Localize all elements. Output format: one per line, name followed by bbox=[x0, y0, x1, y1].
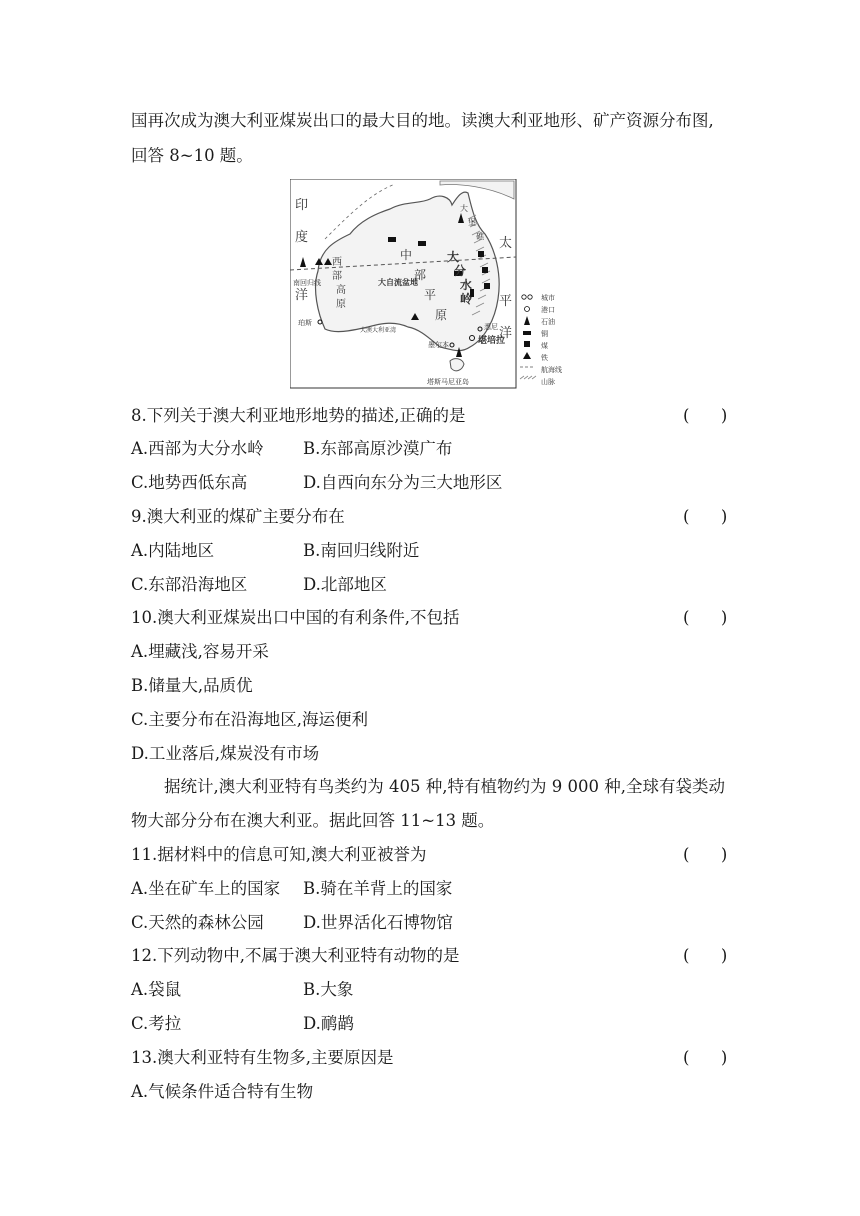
india-ocean-char-2: 度 bbox=[295, 230, 309, 245]
pacific-char-2: 平 bbox=[499, 294, 513, 309]
q10-option-d[interactable]: D.工业落后,煤炭没有市场 bbox=[131, 744, 320, 763]
intro-line-1: 国再次成为澳大利亚煤炭出口的最大目的地。读澳大利亚地形、矿产资源分布图, bbox=[131, 111, 714, 130]
q10-stem: 10.澳大利亚煤炭出口中国的有利条件,不包括 bbox=[131, 608, 460, 627]
q11-answer-blank[interactable]: ( ) bbox=[683, 845, 728, 864]
india-ocean-char-1: 印 bbox=[295, 198, 309, 213]
q8-stem: 8.下列关于澳大利亚地形地势的描述,正确的是 bbox=[131, 406, 466, 425]
passage-line-1: 据统计,澳大利亚特有鸟类约为 405 种,特有植物约为 9 000 种,全球有袋类动 bbox=[164, 777, 725, 796]
sydney-label: 悉尼 bbox=[484, 323, 498, 331]
q13-option-a[interactable]: A.气候条件适合特有生物 bbox=[131, 1082, 314, 1101]
q9-answer-blank[interactable]: ( ) bbox=[683, 507, 728, 526]
barrier-reef-char-3: 礁 bbox=[476, 232, 484, 241]
central-plain-char-3: 平 bbox=[424, 288, 437, 302]
q10-option-b[interactable]: B.储量大,品质优 bbox=[131, 676, 253, 695]
q10-option-c[interactable]: C.主要分布在沿海地区,海运便利 bbox=[131, 710, 369, 729]
pacific-char-3: 洋 bbox=[499, 326, 513, 341]
q9-stem: 9.澳大利亚的煤矿主要分布在 bbox=[131, 507, 345, 526]
dividing-range-char-3: 水 bbox=[460, 278, 473, 292]
legend-iron: 铁 bbox=[541, 354, 548, 362]
q12-option-b[interactable]: B.大象 bbox=[303, 980, 354, 999]
bight-label: 大澳大利亚湾 bbox=[360, 327, 397, 334]
q8-option-c[interactable]: C.地势西低东高 bbox=[131, 473, 248, 492]
legend-city: 城市 bbox=[541, 294, 555, 302]
q11-option-d[interactable]: D.世界活化石博物馆 bbox=[303, 913, 453, 932]
q8-option-b[interactable]: B.东部高原沙漠广布 bbox=[303, 439, 453, 458]
canberra-label: 堪培拉 bbox=[478, 336, 506, 346]
legend-copper: 铜 bbox=[541, 330, 548, 338]
west-plateau-char-4: 原 bbox=[336, 299, 346, 310]
q13-answer-blank[interactable]: ( ) bbox=[683, 1048, 728, 1067]
q9-option-c[interactable]: C.东部沿海地区 bbox=[131, 575, 248, 594]
q8-option-a[interactable]: A.西部为大分水岭 bbox=[131, 439, 264, 458]
barrier-reef-char-2: 堡 bbox=[468, 218, 476, 227]
dividing-range-char-2: 分 bbox=[454, 264, 467, 278]
map-legend bbox=[520, 293, 562, 386]
q11-option-c[interactable]: C.天然的森林公园 bbox=[131, 913, 264, 932]
q8-answer-blank[interactable]: ( ) bbox=[683, 406, 728, 425]
passage-line-2: 物大部分分布在澳大利亚。据此回答 11~13 题。 bbox=[131, 811, 495, 830]
q9-option-b[interactable]: B.南回归线附近 bbox=[303, 541, 420, 560]
legend-oil: 石油 bbox=[541, 318, 555, 326]
tropic-label: 南回归线 bbox=[293, 279, 321, 287]
barrier-reef-char-1: 大 bbox=[460, 204, 468, 213]
australia-map-figure bbox=[290, 179, 580, 389]
legend-coal: 煤 bbox=[541, 342, 548, 350]
q12-answer-blank[interactable]: ( ) bbox=[683, 946, 728, 965]
melbourne-label: 墨尔本 bbox=[428, 341, 449, 349]
q9-option-a[interactable]: A.内陆地区 bbox=[131, 541, 215, 560]
q12-stem: 12.下列动物中,不属于澳大利亚特有动物的是 bbox=[131, 946, 460, 965]
q8-option-d[interactable]: D.自西向东分为三大地形区 bbox=[303, 473, 503, 492]
dividing-range-char-1: 大 bbox=[447, 250, 460, 264]
q12-option-c[interactable]: C.考拉 bbox=[131, 1014, 182, 1033]
pacific-char-1: 太 bbox=[499, 236, 513, 251]
central-plain-char-1: 中 bbox=[400, 248, 413, 262]
perth-label: 珀斯 bbox=[298, 319, 312, 327]
central-plain-char-4: 原 bbox=[435, 308, 448, 322]
q10-option-a[interactable]: A.埋藏浅,容易开采 bbox=[131, 642, 269, 661]
q11-option-b[interactable]: B.骑在羊背上的国家 bbox=[303, 879, 453, 898]
basin-label: 大自流盆地 bbox=[378, 278, 418, 287]
west-plateau-char-1: 西 bbox=[332, 257, 342, 268]
india-ocean-char-3: 洋 bbox=[295, 288, 309, 303]
q13-stem: 13.澳大利亚特有生物多,主要原因是 bbox=[131, 1048, 394, 1067]
legend-port: 港口 bbox=[541, 306, 555, 314]
west-plateau-char-3: 高 bbox=[336, 285, 346, 296]
q12-option-a[interactable]: A.袋鼠 bbox=[131, 980, 182, 999]
tasmania-label: 塔斯马尼亚岛 bbox=[427, 378, 469, 386]
q12-option-d[interactable]: D.鸸鹋 bbox=[303, 1014, 354, 1033]
q11-stem: 11.据材料中的信息可知,澳大利亚被誉为 bbox=[131, 845, 427, 864]
central-plain-char-2: 部 bbox=[414, 268, 427, 282]
q10-answer-blank[interactable]: ( ) bbox=[683, 608, 728, 627]
q9-option-d[interactable]: D.北部地区 bbox=[303, 575, 387, 594]
dividing-range-char-4: 岭 bbox=[460, 292, 473, 306]
west-plateau-char-2: 部 bbox=[332, 271, 342, 282]
legend-mountain: 山脉 bbox=[541, 378, 555, 386]
q11-option-a[interactable]: A.坐在矿车上的国家 bbox=[131, 879, 281, 898]
intro-line-2: 回答 8~10 题。 bbox=[131, 146, 253, 165]
legend-shipping: 航海线 bbox=[541, 366, 562, 374]
